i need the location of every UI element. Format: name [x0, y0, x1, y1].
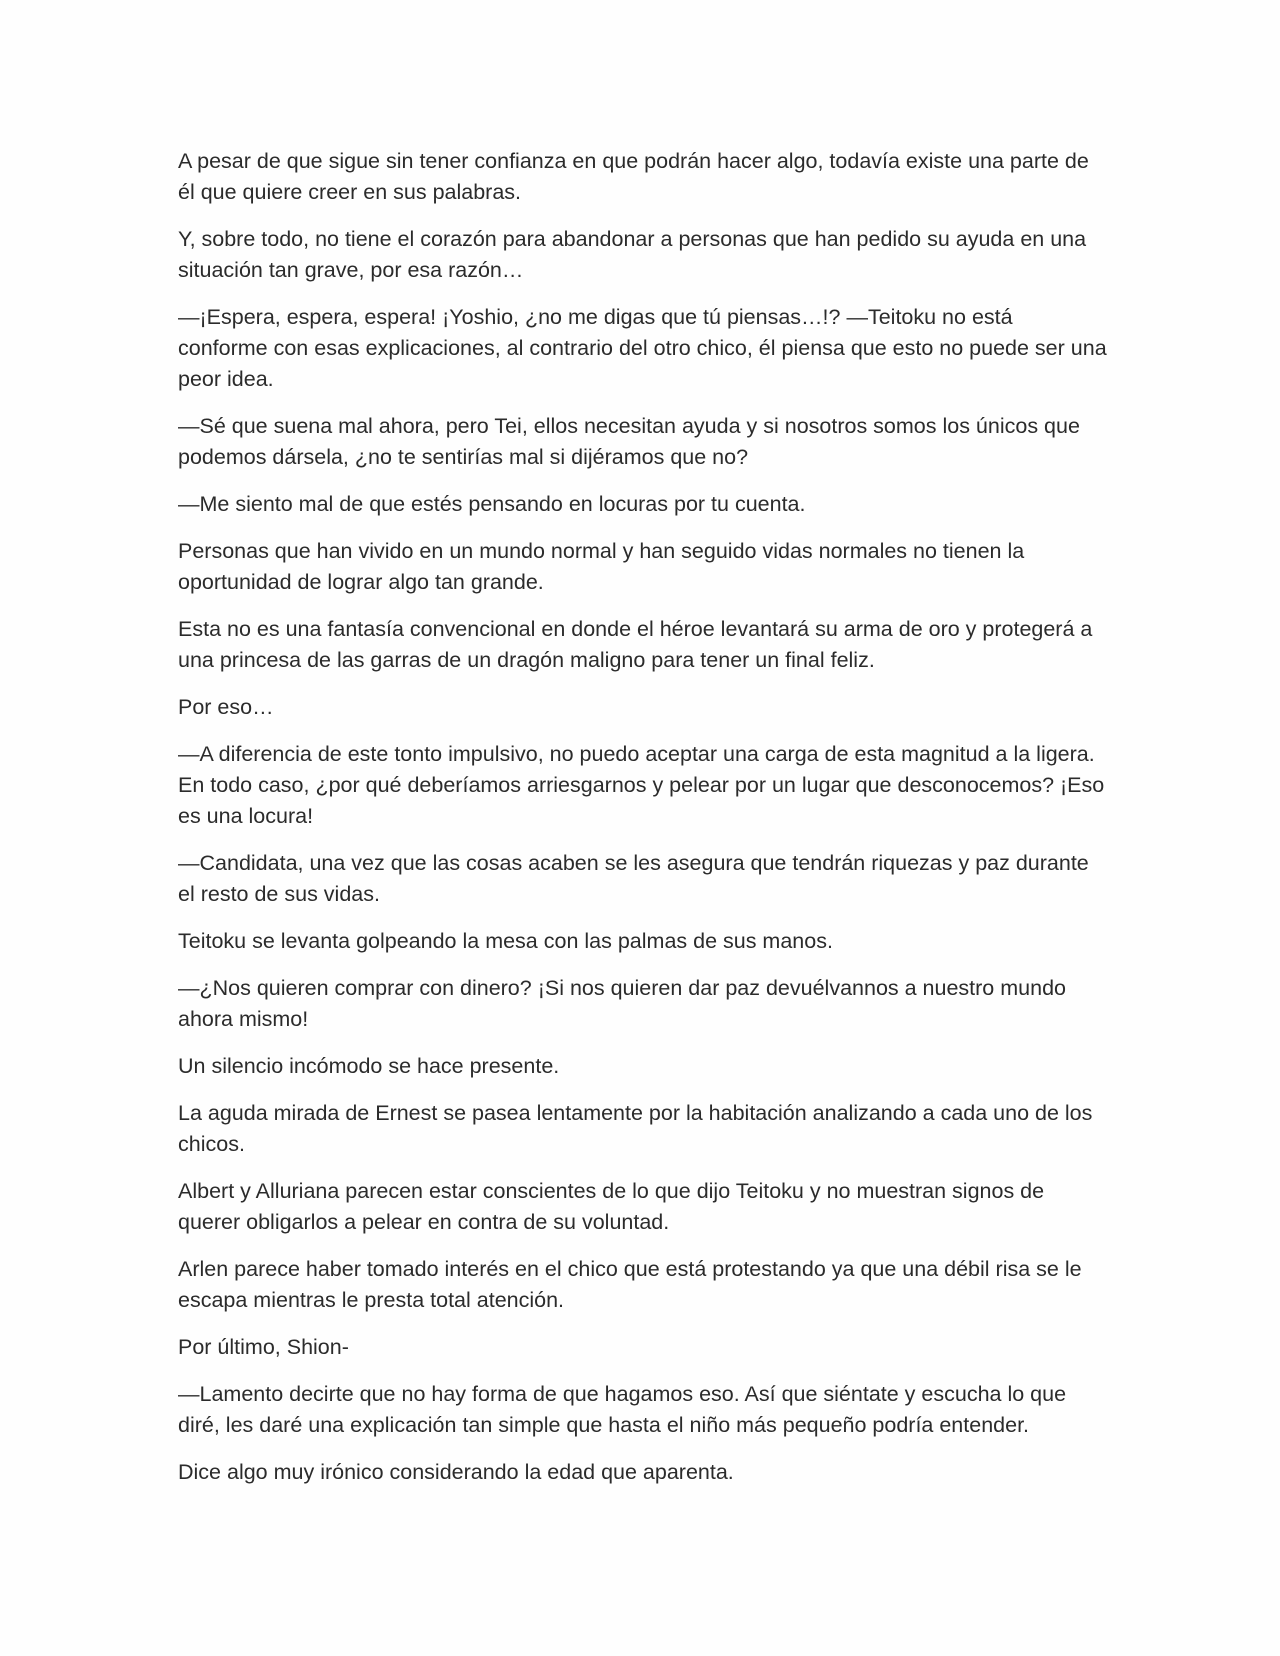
paragraph: —¡Espera, espera, espera! ¡Yoshio, ¿no me digas que tú piensas…!? —Teitoku no está conforme con esas explicaciones, al contrario del otro chico, él piensa que esto no puede ser una peor idea.	[178, 305, 1107, 391]
paragraph: Personas que han vivido en un mundo normal y han seguido vidas normales no tienen la oportunidad de lograr algo tan grande.	[178, 539, 1025, 594]
paragraph: Un silencio incómodo se hace presente.	[178, 1054, 560, 1078]
paragraph: Teitoku se levanta golpeando la mesa con las palmas de sus manos.	[178, 929, 833, 953]
paragraph: —¿Nos quieren comprar con dinero? ¡Si nos quieren dar paz devuélvannos a nuestro mundo ahora mismo!	[178, 976, 1066, 1031]
paragraph: —Lamento decirte que no hay forma de que hagamos eso. Así que siéntate y escucha lo que diré, les daré una explicación tan simple que hasta el niño más pequeño podría entender.	[178, 1382, 1067, 1437]
paragraph: Por último, Shion-	[178, 1335, 349, 1359]
paragraph: —Candidata, una vez que las cosas acaben se les asegura que tendrán riquezas y paz durante el resto de sus vidas.	[178, 851, 1089, 906]
paragraph: —Sé que suena mal ahora, pero Tei, ellos necesitan ayuda y si nosotros somos los únicos que podemos dársela, ¿no te sentirías mal si dijéramos que no?	[178, 414, 1080, 469]
paragraph: Esta no es una fantasía convencional en donde el héroe levantará su arma de oro y protegerá a una princesa de las garras de un dragón maligno para tener un final feliz.	[178, 617, 1093, 672]
paragraph: Y, sobre todo, no tiene el corazón para abandonar a personas que han pedido su ayuda en una situación tan grave, por esa razón…	[178, 227, 1087, 282]
paragraph: Arlen parece haber tomado interés en el chico que está protestando ya que una débil risa se le escapa mientras le presta total atención.	[178, 1257, 1082, 1312]
paragraph: Albert y Alluriana parecen estar conscientes de lo que dijo Teitoku y no muestran signos de querer obligarlos a pelear en contra de su voluntad.	[178, 1179, 1045, 1234]
paragraph: La aguda mirada de Ernest se pasea lentamente por la habitación analizando a cada uno de los chicos.	[178, 1101, 1093, 1156]
paragraph: Por eso…	[178, 695, 274, 719]
paragraph: —A diferencia de este tonto impulsivo, no puedo aceptar una carga de esta magnitud a la ligera. En todo caso, ¿por qué deberíamos arriesgarnos y pelear por un lugar que desconocemos? ¡Eso es una locura!	[178, 742, 1105, 828]
paragraph: Dice algo muy irónico considerando la edad que aparenta.	[178, 1460, 734, 1484]
paragraph: —Me siento mal de que estés pensando en locuras por tu cuenta.	[178, 492, 806, 516]
document-body	[178, 146, 1108, 1504]
paragraph: A pesar de que sigue sin tener confianza en que podrán hacer algo, todavía existe una parte de él que quiere creer en sus palabras.	[178, 149, 1089, 204]
